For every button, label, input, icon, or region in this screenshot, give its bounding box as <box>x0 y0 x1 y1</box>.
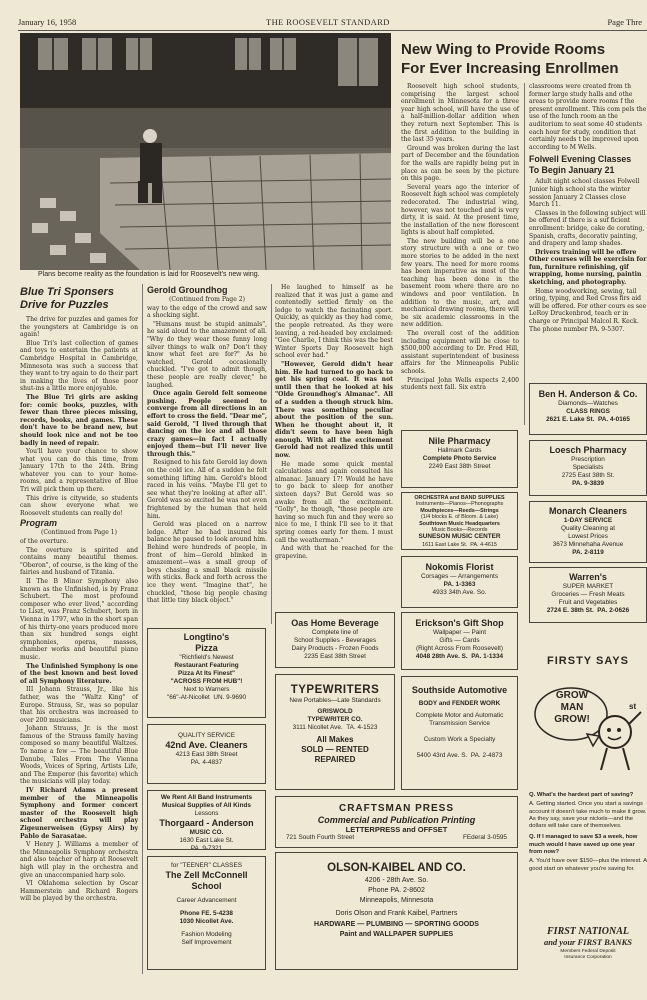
folwell-paragraph: Drivers training will be offere Other courses will be exercisin for fun, furniture refinishing, gif wrapping, home nursing, paintin sketching, and photography. <box>529 248 647 287</box>
folwell-headline-2: To Begin January 21 <box>529 165 615 176</box>
firsty-speech-bubble: GROW MAN GROW! <box>554 690 590 725</box>
first-banks-logo: FIRST NATIONAL and your FIRST BANKS Members Federal Deposit Insurance Corporation <box>543 926 633 960</box>
construction-photo <box>20 33 391 270</box>
firsty-qa <box>529 792 647 877</box>
oas-home-beverage-ad: Oas Home Beverage Complete line of School Supplies - Beverages Dairy Products - Frozen Foods 2235 East 38th Street <box>275 612 395 668</box>
erickson-gift-shop-ad: Erickson's Gift Shop Wallpaper — Paint Gifts — Cards (Right Across From Roosevelt) 4048 28th Ave. S. PA. 1-1334 <box>401 612 518 670</box>
new-wing-paragraph: Several years ago the interior of Roosevelt high school was completely redecorated. The industrial wing, however, was not touched and is very dirty, it is said. At the present time, the installation of the new florescent lights is about half completed. <box>401 183 519 237</box>
program-title: Program <box>20 518 58 529</box>
nile-pharmacy-ad: Nile Pharmacy Hallmark Cards Complete Photo Service 2249 East 38th Street <box>401 430 518 488</box>
southside-automotive-ad: Southside Automotive BODY and FENDER WORK Complete Motor and Automatic Transmission Service Custom Work a Specialty 5400 43rd Ave. S. PA. 2-4873 <box>401 676 518 790</box>
column-3 <box>275 284 393 561</box>
masthead <box>18 17 642 29</box>
new-wing-paragraph: Principal John Wells expects 2,400 students next fall. Six extra <box>401 376 519 392</box>
groundhog-paragraph: "Humans must be stupid animals", he said aloud to the amazement of all. "Why do they wear those funny long silver things to walk on? Don't they know what feet are for?" As he watched, Gerold occasionally chuckled. "I've got to admit though, these people are really clever," he laughed. <box>147 320 267 389</box>
groundhog-paragraph: He made some quick mental calculations and again consulted his almanac. January 17! Would he have to go back to sleep for another sixteen days? But Gerold was so awake from all the excitement. "Golly", he though, "those people are having so much fun and they were so nice to me, I think I'll see to it that spring comes early for them. I must call the weatherman." <box>275 460 393 544</box>
blue-tri-headline-1: Blue Tri Sponsers <box>20 286 114 298</box>
program-paragraph: The Unfinished Symphony is one of the best known and best loved of all Symphony literature. <box>20 662 138 685</box>
thorgaard-anderson-ad: We Rent All Band Instruments Musical Supplies of All Kinds Lessons Thorgaard - Anderson MUSIC CO. 1630 East Lake St. PA. 9-7321 <box>147 790 266 850</box>
program-paragraph: II The B Minor Symphony also known as the Unfinished, is by Franz Schubert. The most profound composer who ever lived," according to Liszt, was Franz Schubert, born in Vienna in 1797, who in the short span of his thirty-one years produced more than six hundred songs eight symphonies, operas, masses, chamber works and beautiful piano music. <box>20 578 138 661</box>
blue-tri-paragraph: The Blue Tri girls are asking for: comic books, puzzles, with fewer than three pieces missing, records, books, and games. These don't have to be brand new, but should look nice and not be too badly in need of repair. <box>20 393 138 447</box>
program-paragraph: VI Oklahoma selection by Oscar Hammerstein and Richard Rogers will be played by the orchestra. <box>20 880 138 903</box>
warrens-super-market-ad: Warren's SUPER MARKET Groceries — Fresh Meats Fruit and Vegetables 2724 E. 38th St. PA. 2-0626 <box>529 567 647 623</box>
new-wing-paragraph: The overall cost of the addition including equipment will be close to $500,000 according to Dr. Fred Hill, assistant superintendent of business affairs for the Minneapolis Public schools. <box>401 330 519 375</box>
new-wing-headline <box>401 40 647 82</box>
firsty-badge: st <box>629 702 637 711</box>
column-divider <box>142 284 143 974</box>
groundhog-paragraph: "However, Gerold didn't hear him. He had turned to go back to get his spring coat. It was not until then that he looked at his "Olde Groundhog's Almanac". All of a sudden a though struck him. There was something peculiar about the position of the sun. When he thought about it, it didn't seem to have been high enough. With all the excitement Gerold had not realized this until now. <box>275 360 393 460</box>
folwell-paragraph: Adult night school classes Folwell Junior high school sta the winter session January 2 Classes close March 11. <box>529 178 640 209</box>
paper-name: THE ROOSEVELT STANDARD <box>266 17 390 27</box>
longtino-pizza-ad: Longtino's Pizza "Richfield's Newest Restaurant Featuring Pizza At Its Finest" "ACROSS FROM HUB"! Next to Warners "66"-At-Nicollet UN. 9-9690 <box>147 628 266 718</box>
issue-date: January 16, 1958 <box>18 17 77 27</box>
groundhog-paragraph: Resigned to his fate Gerold lay down on the cold ice. All of a sudden he felt something lifting him. Gerold's blood raced in his veins. "Maybe I'll get to see what they're looking at after all". Gerold was so excited he was not even frightened by the human that held him. <box>147 459 267 520</box>
blue-tri-paragraph: You'll have your chance to show what you can do this time, from January 17th to the 24th. Bring whatever you can to your home-rooms, and a representative of Blue Tri will pick them up there. <box>20 448 138 494</box>
new-wing-column-1 <box>401 83 519 393</box>
blue-tri-paragraph: Blue Tri's last collection of games and toys to entertain the patients at Cambridge Hospital in Cambridge, Minnesota was such a success that they want to try again to do their part in making the lives of those poor shut-ins a little more enjoyable. <box>20 339 138 393</box>
column-divider <box>271 284 272 624</box>
page-number: Page Thre <box>607 17 642 27</box>
blue-tri-paragraph: The drive for puzzles and games for the youngsters at Cambridge is on again! <box>20 316 138 339</box>
new-wing-continuation: classrooms were created from th former large study halls and othe areas to provide more rooms f the present enrollment. This com pels the use of the lunch room an the auditorium to seat some 40 students each hour for study, condition that certainly needs t be improved upon according to M Wells. <box>529 83 647 151</box>
program-paragraph: III Johann Strauss, Jr., like his father, was the "Waltz King" of Europe. Strauss, Sr., was so popular that his orchestra was increased to over 200 musicians. <box>20 686 138 724</box>
firsty-says-ad <box>529 630 647 970</box>
firsty-answer: A. You'd have over $150—plus the interest. A good start on whatever you're saving for. <box>529 858 647 872</box>
monarch-cleaners-ad: Monarch Cleaners 1-DAY SERVICE Quality Cleaning at Lowest Prices 3673 Minnehaha Avenue PA. 2-8119 <box>529 501 647 563</box>
new-wing-paragraph: Ground was broken during the last part of December and the foundation for the walls are rapidly being put in place as can be seen by the picture on this page. <box>401 144 519 183</box>
new-wing-headline-2: For Ever Increasing Enrollmen <box>401 60 619 77</box>
firsty-title: FIRSTY SAYS <box>547 655 629 667</box>
groundhog-title: Gerold Groundhog <box>147 285 228 295</box>
blue-tri-paragraph: This drive is citywide, so students can show everyone what we Roosevelt students can really do! <box>20 494 138 517</box>
program-paragraph: V Henry J. Williams a member of the Minneapolis Symphony orchestra and also teacher of harp at Roosevelt high will play in the orchestra and give an unaccompanied harp solo. <box>20 841 138 879</box>
firsty-mascot <box>529 674 647 774</box>
folwell-paragraph: Classes in the following subject will be offered if there is a suf ficient enrollment: bridge, cake de corating, Spanish, crafts, decorativ painting, and drapery and lamp shades. <box>529 209 646 248</box>
photo-caption: Plans become reality as the foundation is laid for Roosevelt's new wing. <box>38 271 260 278</box>
groundhog-paragraph: He laughed to himself as he realized that it was just a game and contentedly settled firmly on the ledge to watch the facinating sport. Quickly, as quickly as they had come, the people retreated. As they were leaving, a red-headed boy exclaimed: "Gee Charlie, I think this was the best Winter Sports Day Roosevelt high school ever had." <box>275 284 393 360</box>
folwell-headline-1: Folwell Evening Classes <box>529 154 632 165</box>
groundhog-paragraph: way to the edge of the crowd and saw a shocking sight. <box>147 304 267 320</box>
new-wing-paragraph: The new building will be a one story structure with a one or two more stories to be added in the next few years. The need for more rooms has been imperative as most of the teaching has been done in the basement room where there are no windows and poor ventilation. In addition to the music, art, and mechanical drawing rooms, there will be six academic classrooms in the new addition. <box>401 237 519 329</box>
column-1 <box>20 286 138 904</box>
42nd-ave-cleaners-ad: QUALITY SERVICE 42nd Ave. Cleaners 4213 East 38th Street PA. 4-4837 <box>147 724 266 784</box>
suneson-music-ad: ORCHESTRA and BAND SUPPLIES Instruments—Pianos—Phonographs Mouthpieces—Reeds—Strings (1/4 blocks E. of Bloom. & Lake) Southtown Music Headquarters Music Books—Records SUNESON MUSIC CENTER 1611 East Lake St. PA. 4-4615 <box>401 492 518 550</box>
firsty-question: Q. What's the hardest part of saving? <box>529 792 634 798</box>
folwell-paragraph: Home woodworking, sewing, tail oring, typing, and Red Cross firs aid will be offered. For other cours es see LeRoy Druckenbrod, teach er in charge or Principal Malcol R. Keck. The phone number PA. 9-5307. <box>529 287 647 333</box>
column-divider <box>524 83 525 425</box>
loesch-pharmacy-ad: Loesch Pharmacy Prescription Specialists 2725 East 38th St. PA. 9-3839 <box>529 440 647 496</box>
column-2 <box>147 284 267 606</box>
groundhog-paragraph: Once again Gerold felt someone pushing. People seemed to converge from all directions in an effort to cross the field. "Dear me", said Gerold, "I lived through that dancing on the ice and all those crazy games—in fact I actually enjoyed them—but I'll never live through this." <box>147 390 267 458</box>
firsty-question: Q. If I managed to save $3 a week, how much would I have saved up one year from now? <box>529 834 638 856</box>
olson-kaibel-ad: OLSON-KAIBEL AND CO. 4206 - 28th Ave. So. Phone PA. 2-8602 Minneapolis, Minnesota Doris Olson and Frank Kaibel, Partners HARDWARE — PLUMBING — SPORTING GOODS Paint and WALLPAPER SUPPLIES <box>275 852 518 970</box>
masthead-rule <box>18 30 647 31</box>
program-paragraph: The overture is spirited and contains many beautiful themes. "Oberon", of course, is the king of the fairies and husband of Titania. <box>20 546 138 577</box>
program-paragraph: IV Richard Adams a present member of the Minneapolis Symphony and former concert master of the Roosevelt high school orchestra will play Zigeunerweisen (Gypsy Airs) by Pablo de Sarasatae. <box>20 787 138 840</box>
groundhog-continued: (Continued from Page 2) <box>168 296 246 303</box>
program-paragraph: of the overture. <box>20 538 69 546</box>
blue-tri-headline-2: Drive for Puzzles <box>20 299 109 311</box>
griswold-typewriters-ad: TYPEWRITERS New Portables—Late Standards GRISWOLD TYPEWRITER CO. 3111 Nicollet Ave. TA. 4-1523 All Makes SOLD — RENTED REPAIRED <box>275 674 395 790</box>
new-wing-column-2 <box>529 83 647 334</box>
craftsman-press-ad: CRAFTSMAN PRESS Commercial and Publication Printing LETTERPRESS and OFFSET 721 South Fourth Street FEderal 3-0595 <box>275 796 518 848</box>
program-continued: (Continued from Page 1) <box>40 529 118 537</box>
groundhog-paragraph: And with that he reached for the grapevine. <box>275 545 393 560</box>
groundhog-paragraph: Gerold was placed on a narrow ledge. After he had insured his balance he paused to look around him. Behind were hundreds of people, in front of him—Gerold blinked in amazement—was a small group of boys chasing a small black missile with sticks. Back and forth across the ice they went. "Imagine that", he chuckled, "those big people chasing that little tiny black object." <box>147 521 267 605</box>
nokomis-florist-ad: Nokomis Florist Corsages — Arrangements PA. 1-3363 4933 34th Ave. So. <box>401 556 518 608</box>
new-wing-headline-1: New Wing to Provide Rooms <box>401 41 606 58</box>
program-paragraph: Johann Strauss, Jr. is the most famous of the Strauss family having composed so many beautiful Waltzes. To name a few — The beautiful Blue Danube, Tales From The Vienna Woods, Voices of Spring, Artists Life, and The Emperor (his favorite) which the musicians will play today. <box>20 725 138 786</box>
zell-mcconnell-ad: for "TEENER" CLASSES The Zell McConnell School Career Advancement Phone FE. 5-4238 1030 Nicollet Ave. Fashion Modeling Self Improvement <box>147 856 266 970</box>
firsty-answer: A. Getting started. Once you start a savings account it doesn't take much to make it grow. As they say, save your nickels—and the dollars will take care of themselves. <box>529 801 647 830</box>
ben-anderson-ad: Ben H. Anderson & Co. Diamonds—Watches CLASS RINGS 2621 E. Lake St. PA. 4-0165 <box>529 383 647 435</box>
new-wing-paragraph: Roosevelt high school students, comprising the largest school enrollment in Minnesota for a three year high school, will have the use of a half-million-dollar addition when they return next September. This is the first addition to the building in the last 35 years. <box>401 83 519 144</box>
